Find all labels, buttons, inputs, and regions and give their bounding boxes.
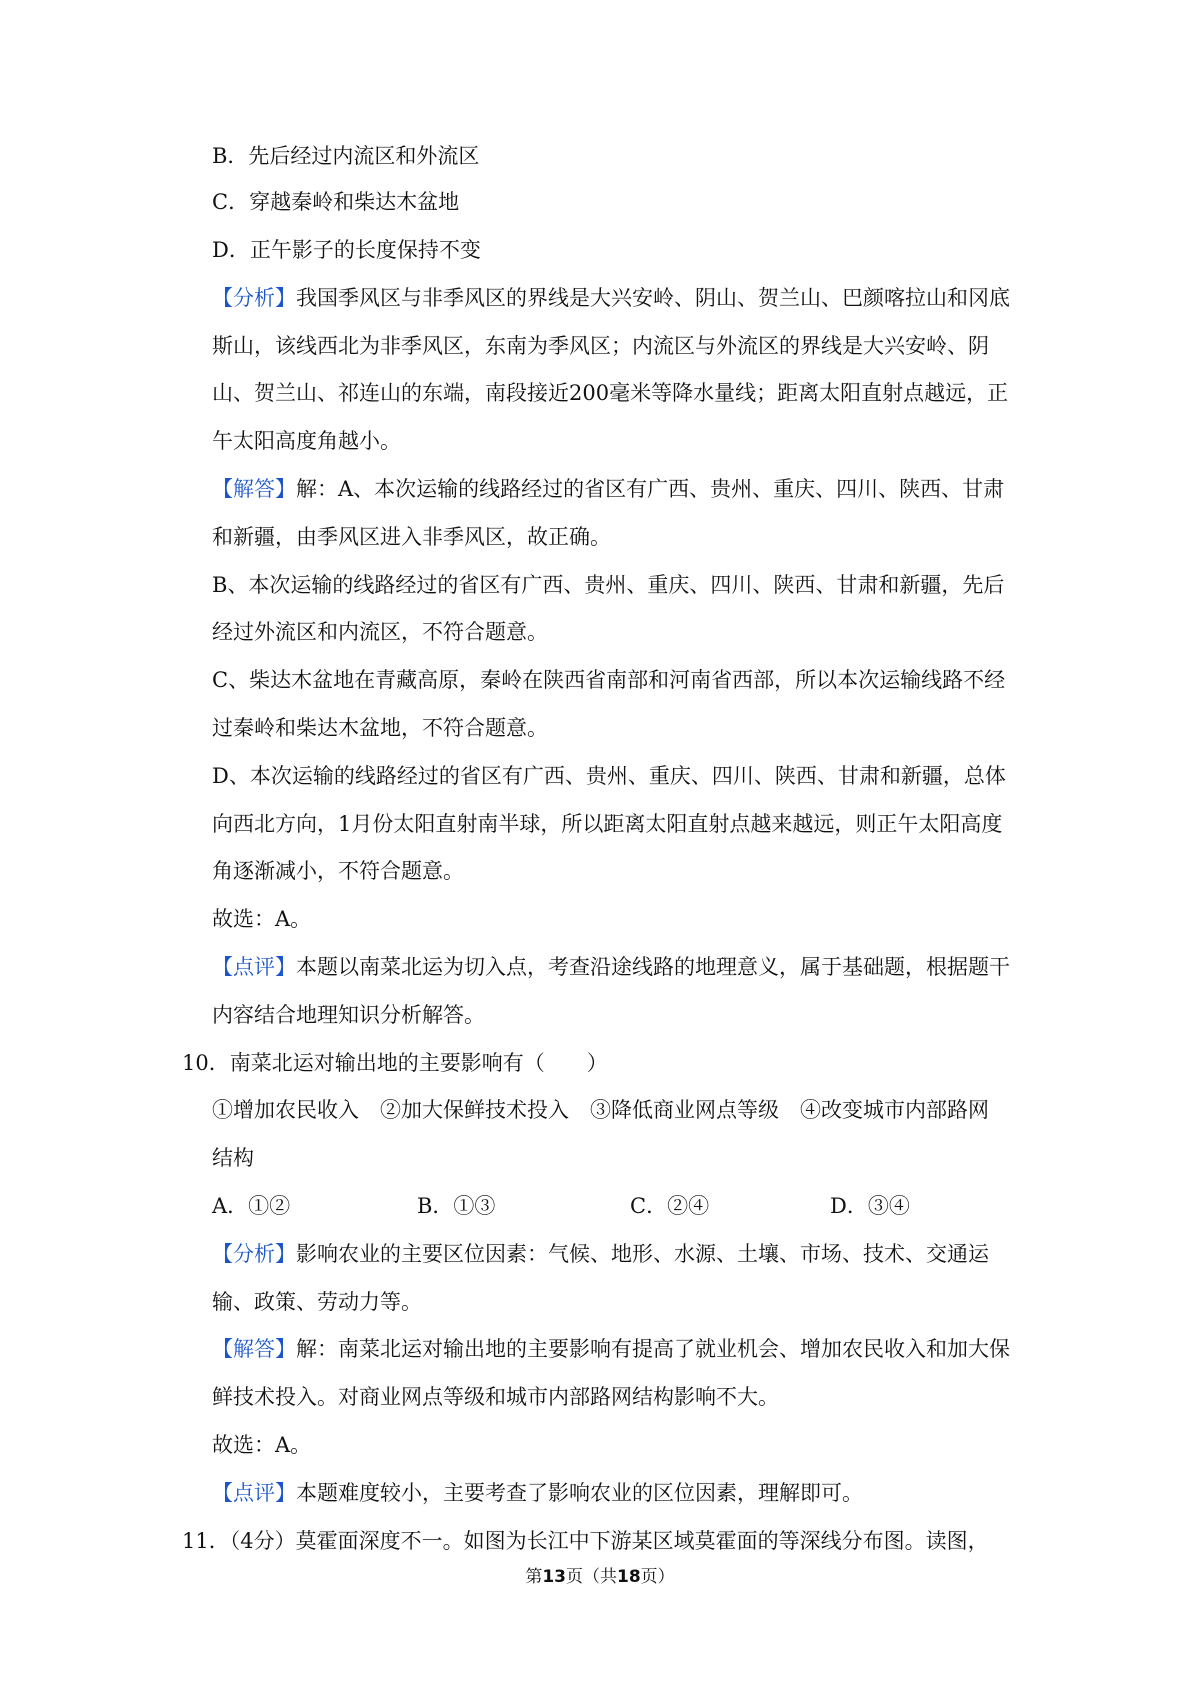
comment-tag: 【点评】 <box>212 955 296 979</box>
answer-line-2: 和新疆，由季风区进入非季风区，故正确。 <box>212 525 611 549</box>
answer-line-5: C、柴达木盆地在青藏高原，秦岭在陕西省南部和河南省西部，所以本次运输线路不经 <box>212 668 1006 692</box>
analysis-line-3: 山、贺兰山、祁连山的东端，南段接近200毫米等降水量线；距离太阳直射点越远，正 <box>212 381 1009 405</box>
choice-line: 故选：A。 <box>212 907 312 931</box>
comment-line-2: 内容结合地理知识分析解答。 <box>212 1003 485 1027</box>
answer-line-3: B、本次运输的线路经过的省区有广西、贵州、重庆、四川、陕西、甘肃和新疆，先后 <box>212 573 1005 597</box>
option-b: B．①③ <box>417 1194 496 1218</box>
analysis-tag: 【分析】 <box>212 286 296 310</box>
option-c: C．②④ <box>630 1194 710 1218</box>
comment-line-1: 【点评】本题以南菜北运为切入点，考查沿途线路的地理意义，属于基础题，根据题干 <box>212 955 1010 979</box>
answer-line-1: 【解答】解：A、本次运输的线路经过的省区有广西、贵州、重庆、四川、陕西、甘肃 <box>212 477 1005 501</box>
analysis-line-1: 【分析】我国季风区与非季风区的界线是大兴安岭、阴山、贺兰山、巴颜喀拉山和冈底 <box>212 286 1010 310</box>
question-10-items-2: 结构 <box>212 1146 254 1170</box>
q10-answer-line-1: 【解答】解：南菜北运对输出地的主要影响有提高了就业机会、增加农民收入和加大保 <box>212 1337 1010 1361</box>
comment-tag: 【点评】 <box>212 1481 296 1505</box>
answer-line-6: 过秦岭和柴达木盆地，不符合题意。 <box>212 716 548 740</box>
current-page-number: 13 <box>542 1567 566 1587</box>
q10-analysis-line-1: 【分析】影响农业的主要区位因素：气候、地形、水源、土壤、市场、技术、交通运 <box>212 1242 989 1266</box>
total-page-number: 18 <box>617 1567 641 1587</box>
option-d: D．③④ <box>830 1194 910 1218</box>
analysis-line-4: 午太阳高度角越小。 <box>212 429 401 453</box>
answer-line-9: 角逐渐减小，不符合题意。 <box>212 859 464 883</box>
answer-line-8: 向西北方向，1月份太阳直射南半球，所以距离太阳直射点越来越远，则正午太阳高度 <box>212 812 1003 836</box>
option-d-line: D．正午影子的长度保持不变 <box>212 238 481 262</box>
q10-comment-line: 【点评】本题难度较小，主要考查了影响农业的区位因素，理解即可。 <box>212 1481 863 1505</box>
q10-choice-line: 故选：A。 <box>212 1433 312 1457</box>
option-a: A．①② <box>212 1194 291 1218</box>
option-c-line: C．穿越秦岭和柴达木盆地 <box>212 190 460 214</box>
answer-line-4: 经过外流区和内流区，不符合题意。 <box>212 620 548 644</box>
page-footer: 第13页（共18页） <box>525 1567 675 1587</box>
question-10-stem: 10．南菜北运对输出地的主要影响有（ ） <box>182 1051 608 1075</box>
q10-answer-line-2: 鲜技术投入。对商业网点等级和城市内部路网结构影响不大。 <box>212 1385 779 1409</box>
option-b-line: B．先后经过内流区和外流区 <box>212 144 480 168</box>
answer-tag: 【解答】 <box>212 1337 296 1361</box>
analysis-line-2: 斯山，该线西北为非季风区，东南为季风区；内流区与外流区的界线是大兴安岭、阴 <box>212 334 989 358</box>
analysis-tag: 【分析】 <box>212 1242 296 1266</box>
q10-analysis-line-2: 输、政策、劳动力等。 <box>212 1290 422 1314</box>
answer-line-7: D、本次运输的线路经过的省区有广西、贵州、重庆、四川、陕西、甘肃和新疆，总体 <box>212 764 1006 788</box>
question-11-stem: 11．（4分）莫霍面深度不一。如图为长江中下游某区域莫霍面的等深线分布图。读图， <box>182 1529 989 1553</box>
answer-tag: 【解答】 <box>212 477 296 501</box>
question-10-items-1: ①增加农民收入 ②加大保鲜技术投入 ③降低商业网点等级 ④改变城市内部路网 <box>212 1098 989 1122</box>
